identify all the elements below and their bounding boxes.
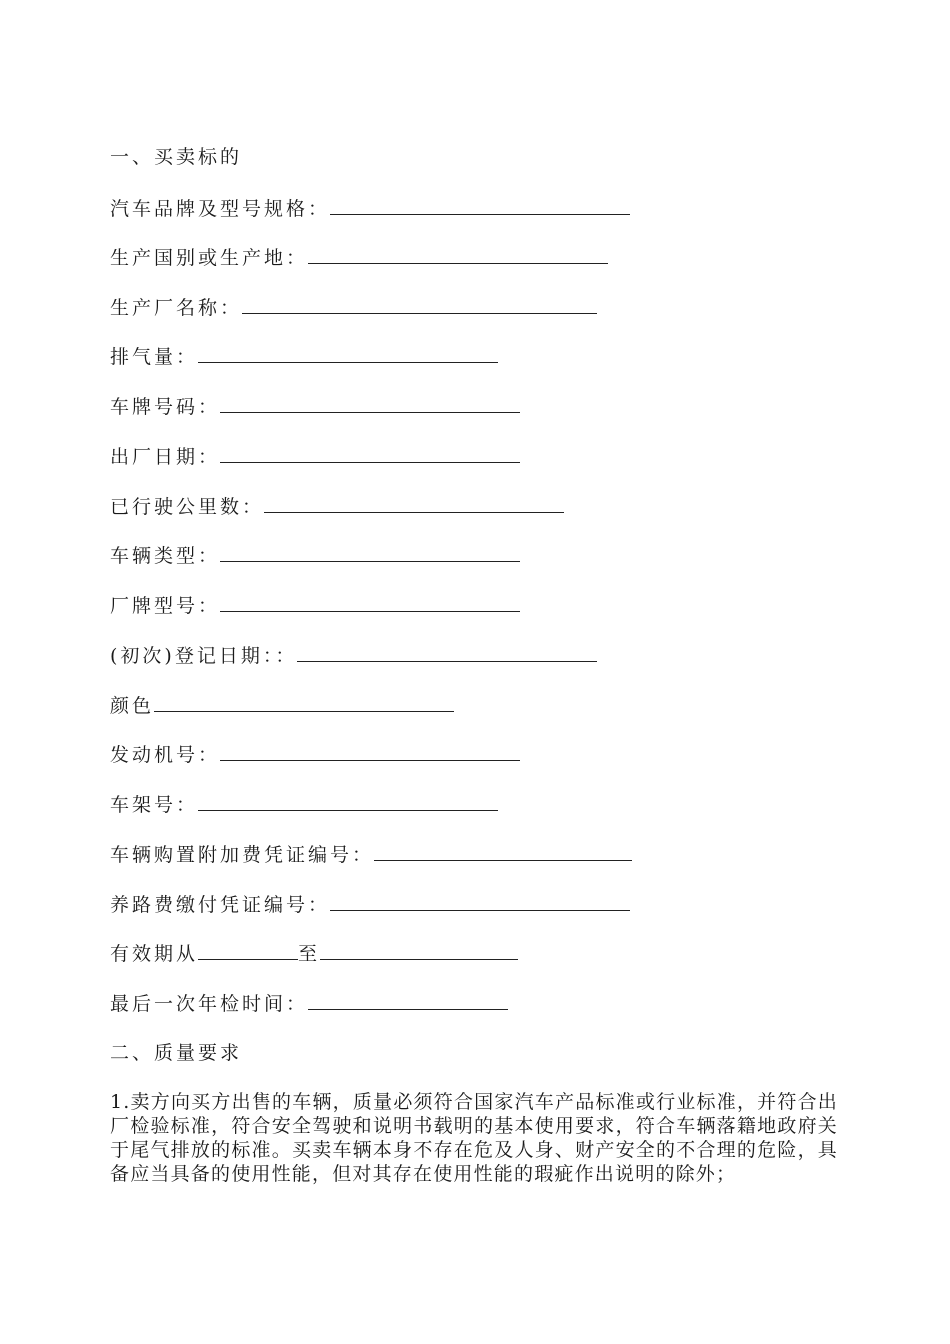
blank-field[interactable] bbox=[220, 394, 520, 413]
field-row-manufacture-date bbox=[110, 444, 520, 469]
field-label: 车辆类型： bbox=[110, 545, 221, 567]
field-label: (初次)登记日期：： bbox=[110, 645, 298, 667]
field-label: 厂牌型号： bbox=[110, 595, 221, 617]
section1-heading: 一、买卖标的 bbox=[110, 146, 243, 168]
field-label: 排气量： bbox=[110, 346, 199, 368]
blank-field[interactable] bbox=[198, 792, 498, 811]
field-row-mileage bbox=[110, 494, 564, 519]
blank-field[interactable] bbox=[308, 991, 508, 1010]
field-row-registration-date bbox=[110, 643, 597, 668]
field-label: 生产国别或生产地： bbox=[110, 247, 309, 269]
field-label: 出厂日期： bbox=[110, 446, 221, 468]
field-label: 养路费缴付凭证编号： bbox=[110, 894, 331, 916]
field-row-brand-model bbox=[110, 196, 630, 221]
field-row-vehicle-type bbox=[110, 543, 520, 568]
field-label: 车辆购置附加费凭证编号： bbox=[110, 844, 375, 866]
blank-field[interactable] bbox=[297, 643, 597, 662]
field-row-validity bbox=[110, 941, 518, 966]
validity-to-label: 至 bbox=[298, 943, 321, 965]
field-row-purchase-fee-voucher bbox=[110, 842, 632, 867]
field-label: 汽车品牌及型号规格： bbox=[110, 198, 331, 220]
validity-to-field[interactable] bbox=[320, 941, 518, 960]
blank-field[interactable] bbox=[308, 245, 608, 264]
field-row-engine-number bbox=[110, 742, 520, 767]
blank-field[interactable] bbox=[154, 693, 454, 712]
quality-paragraph: 1.卖方向买方出售的车辆，质量必须符合国家汽车产品标准或行业标准，并符合出厂检验标准，符合安全驾驶和说明书载明的基本使用要求，符合车辆落籍地政府关于尾气排放的标准。买卖车辆本身不存在危及人身、财产安全的不合理的危险，具备应当具备的使用性能，但对其存在使用性能的瑕疵作出说明的除外； bbox=[110, 1091, 838, 1185]
field-label: 车架号： bbox=[110, 794, 199, 816]
blank-field[interactable] bbox=[374, 842, 632, 861]
validity-from-field[interactable] bbox=[198, 941, 298, 960]
blank-field[interactable] bbox=[220, 742, 520, 761]
field-row-plate-number bbox=[110, 394, 520, 419]
validity-from-label: 有效期从 bbox=[110, 943, 199, 965]
field-label: 生产厂名称： bbox=[110, 297, 243, 319]
blank-field[interactable] bbox=[220, 543, 520, 562]
blank-field[interactable] bbox=[264, 494, 564, 513]
blank-field[interactable] bbox=[330, 196, 630, 215]
field-label: 最后一次年检时间： bbox=[110, 993, 309, 1015]
field-label: 车牌号码： bbox=[110, 396, 221, 418]
field-row-road-fee-voucher bbox=[110, 892, 630, 917]
blank-field[interactable] bbox=[242, 295, 597, 314]
field-label: 已行驶公里数： bbox=[110, 496, 265, 518]
field-row-color bbox=[110, 693, 454, 718]
field-row-origin bbox=[110, 245, 608, 270]
blank-field[interactable] bbox=[198, 344, 498, 363]
field-row-brand-type bbox=[110, 593, 520, 618]
field-label: 发动机号： bbox=[110, 744, 221, 766]
blank-field[interactable] bbox=[330, 892, 630, 911]
field-row-last-inspection bbox=[110, 991, 508, 1016]
field-label: 颜色 bbox=[110, 695, 155, 717]
field-row-displacement bbox=[110, 344, 498, 369]
blank-field[interactable] bbox=[220, 444, 520, 463]
blank-field[interactable] bbox=[220, 593, 520, 612]
section2-heading: 二、质量要求 bbox=[110, 1042, 243, 1064]
field-row-frame-number bbox=[110, 792, 498, 817]
field-row-manufacturer bbox=[110, 295, 597, 320]
